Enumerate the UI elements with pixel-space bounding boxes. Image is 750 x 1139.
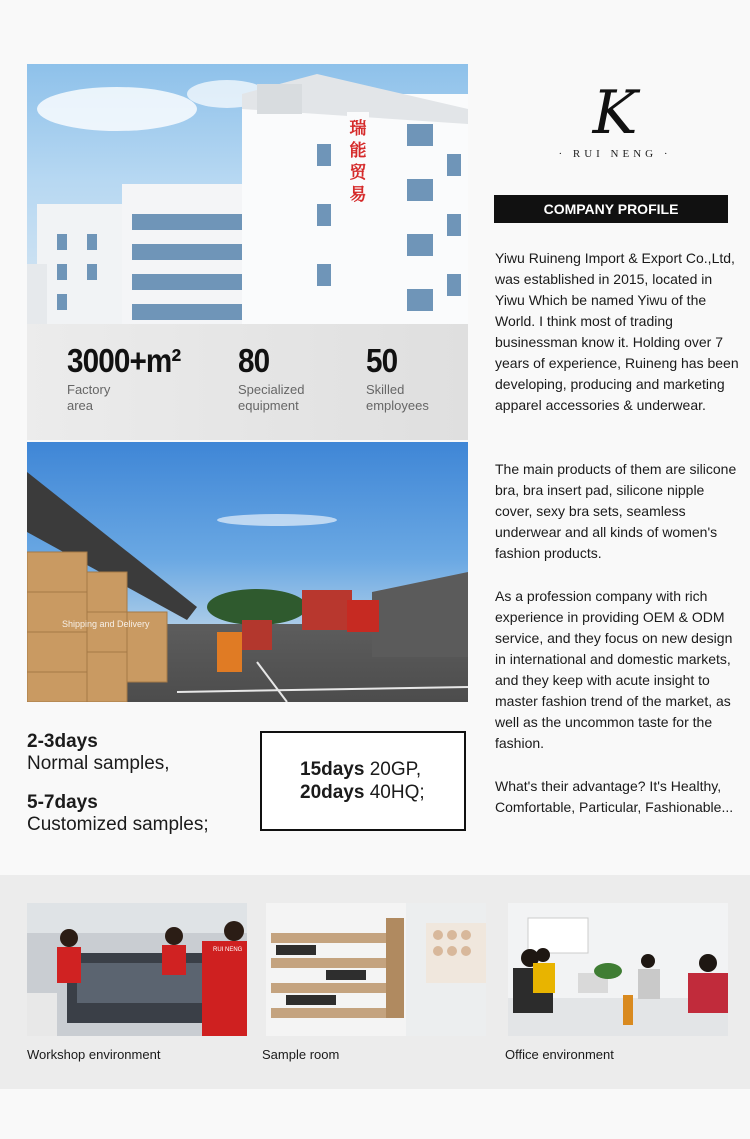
stat-label: Factory area xyxy=(67,382,111,413)
stat-label: Skilled employees xyxy=(366,382,429,413)
ruineng-logo xyxy=(545,80,685,160)
stat-equipment xyxy=(238,342,305,414)
workshop-badge: RUI NENG xyxy=(213,947,243,953)
shipping-days: 15days xyxy=(300,759,365,780)
stat-value: 80 xyxy=(238,342,270,379)
caption-workshop: Workshop environment xyxy=(27,1047,161,1062)
shipping-line-20gp xyxy=(300,759,421,781)
building-photo xyxy=(27,64,468,324)
profile-paragraph-intro: Yiwu Ruineng Import & Export Co.,Ltd, was established in 2015, located in Yiwu Which be named Yiwu of the World. I think most of trading businessman know it. Holding over 7 years of experience, Ruineng has been developing, producing and marketing apparel accessories & underwear. xyxy=(495,250,739,413)
lead-time-custom xyxy=(27,792,209,836)
stat-factory-area xyxy=(67,342,193,414)
caption-office: Office environment xyxy=(505,1047,614,1062)
shipping-container: 20GP, xyxy=(364,759,422,780)
shipping-line-40hq xyxy=(300,782,425,804)
shipping-days: 20days xyxy=(300,782,365,803)
stat-value: 3000+m² xyxy=(67,342,181,379)
office-photo xyxy=(508,903,728,1036)
shipping-container: 40HQ; xyxy=(364,782,425,803)
logo-brand: · RUI NENG · xyxy=(558,148,672,160)
profile-paragraph-products: The main products of them are silicone bra, bra insert pad, silicone nipple cover, sexy bra sets, seamless underwear and all kinds of women's fashion products. xyxy=(495,461,737,561)
building-sign-3: 贸 xyxy=(349,163,367,183)
stats-band xyxy=(27,324,468,440)
building-sign-4: 易 xyxy=(349,185,367,205)
shipping-box xyxy=(260,731,466,831)
profile-paragraph-advantage: What's their advantage? It's Healthy, Comfortable, Particular, Fashionable... xyxy=(495,778,734,815)
lead-days: 2-3days xyxy=(27,731,98,752)
workshop-photo xyxy=(27,903,247,1036)
building-sign-2: 能 xyxy=(349,141,367,161)
lead-desc: Normal samples, xyxy=(27,753,170,774)
logo-mark: K xyxy=(592,78,638,148)
warehouse-caption: Shipping and Delivery xyxy=(62,619,150,629)
profile-paragraph-oem: As a profession company with rich experience in providing OEM & ODM service, and they focus on new design in international and domestic markets, and they keep with acute insight to master fashion trend of the market, as well as the uncommon taste for the fashion. xyxy=(495,588,733,751)
lead-days: 5-7days xyxy=(27,792,98,813)
caption-sample-room: Sample room xyxy=(262,1047,340,1062)
lead-time-normal xyxy=(27,731,170,775)
sample-room-photo xyxy=(266,903,486,1036)
stat-label: Specialized equipment xyxy=(238,382,305,413)
warehouse-photo xyxy=(27,442,468,702)
lead-desc: Customized samples; xyxy=(27,814,209,835)
stat-value: 50 xyxy=(366,342,398,379)
building-sign-1: 瑞 xyxy=(349,119,367,139)
company-profile-heading: COMPANY PROFILE xyxy=(494,195,728,223)
stat-employees xyxy=(366,342,429,414)
